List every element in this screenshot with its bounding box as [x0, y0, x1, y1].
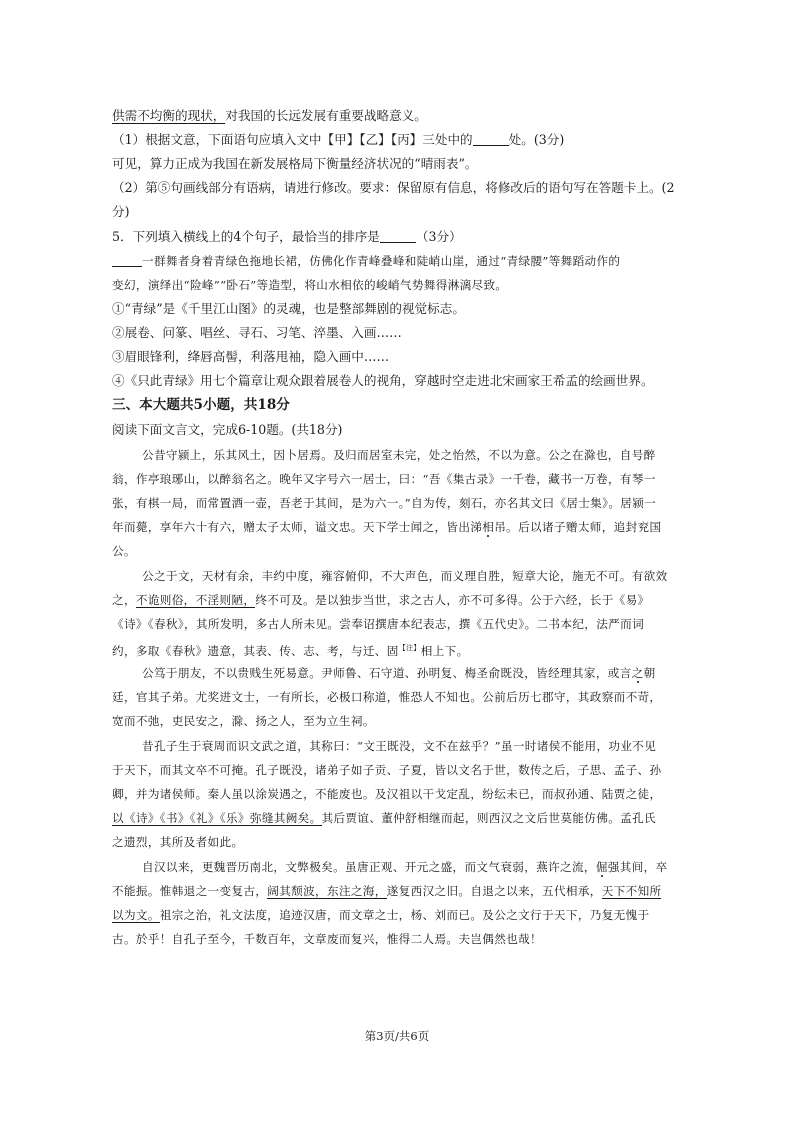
passage-line: 公。: [112, 544, 136, 558]
q4-sub2-cont: 分): [112, 204, 130, 219]
q4-quote: 可见，算力正成为我国在新发展格局下衡量经济状况的“晴雨表”。: [112, 156, 478, 171]
section-intro: 阅读下面文言文，完成6-10题。(共18分): [112, 422, 343, 437]
passage-line: 年而薨，享年六十有六，赠太子太师，谥文忠。天下学士闻之，皆出涕相吊。后以诸子赠太师，追封兖国: [112, 520, 662, 534]
passage-line: 张，有棋一局，而常置酒一壶，吾老于其间，是为六一。”自为传，刻石，亦名其文曰《居士集》。居颍一: [112, 496, 657, 510]
passage-line: 公之于文，天材有余，丰约中度，雍容俯仰，不大声色，而义理自胜，短章大论，施无不可。有欲效: [142, 569, 668, 583]
q4-sub2: （2）第⑤句画线部分有语病，请进行修改。要求：保留原有信息，将修改后的语句写在答题卡上。(2: [112, 180, 675, 195]
passage-line: 宽而不弛，吏民安之，滁、扬之人，至为立生祠。: [112, 714, 375, 728]
passage-line: 自汉以来，更魏晋历南北，文弊极矣。虽唐正观、开元之盛，而文气衰弱，燕许之流，倔强其间，卒: [142, 860, 668, 874]
underlined-text: 以《诗》《书》《礼》《乐》弥缝其阙矣。: [112, 811, 322, 825]
emphasis-dot-char: 之: [631, 666, 644, 680]
passage-line: 廷，官其子弟。尤奖进文士，一有所长，必极口称道，惟恐人不知也。公前后历七郡守，其政察而不苛，: [112, 690, 662, 704]
q5-option-3: ③眉眼锋利，绛唇高髻，利落甩袖，隐入画中……: [112, 349, 390, 364]
q4-sub1: （1）根据文意，下面语句应填入文中【甲】【乙】【丙】三处中的 处。(3分): [112, 132, 565, 147]
underlined-text: 供需不均衡的现状，: [112, 108, 226, 123]
q5-option-1: ①“青绿”是《千里江山图》的灵魂，也是整部舞剧的视觉标志。: [112, 301, 465, 316]
underlined-text: 不诡则俗，不淫则陋，: [135, 593, 256, 607]
answer-blank: [380, 230, 416, 243]
underlined-text: 天下不知所: [601, 884, 662, 898]
passage-line: 之，不诡则俗，不淫则陋，终不可及。是以独步当世，求之古人，亦不可多得。公于六经，长于《易》: [112, 593, 650, 607]
q5-passage-cont: 变幻，演绎出“险峰”“卧石”等造型，将山水相依的峻峭气势舞得淋漓尽致。: [112, 278, 508, 292]
q4-continuation: 供需不均衡的现状，对我国的长远发展有重要战略意义。: [112, 108, 427, 123]
passage-line: 于天下，而其文卒不可掩。孔子既没，诸弟子如子贡、子夏，皆以文名于世，数传之后，子思、孟子、孙: [112, 763, 662, 777]
passage-line: 古。於乎！自孔子至今，千数百年，文章废而复兴，惟得二人焉。夫岂偶然也哉！: [112, 932, 542, 946]
underlined-text: 阔其颓波，东注之海，: [267, 884, 387, 898]
emphasis-dot-char: 相: [482, 520, 495, 534]
passage-line: 翁，作亭琅琊山，以醉翁名之。晚年又字号六一居士，曰：“吾《集古录》一千卷，藏书一万卷，有琴一: [112, 472, 656, 486]
underlined-text: 以为文。: [112, 908, 160, 922]
q5-passage: 一群舞者身着青绿色拖地长裙，仿佛化作青峰叠峰和陡峭山崖，通过“青绿腰”等舞蹈动作的: [112, 253, 686, 269]
passage-line: 卿，并为诸侯师。秦人虽以涂炭遇之，不能废也。及汉祖以干戈定乱，纷纭未已，而叔孙通、陆贾之徒，: [112, 787, 662, 801]
passage-line: 约，多取《春秋》遗意，其表、传、志、考，与迁、固$^{【注】}$相上下。: [112, 644, 469, 658]
passage-line: 以为文。祖宗之治，礼文法度，追迹汉唐，而文章之士，杨、刘而已。及公之文行于天下，乃复无愧于: [112, 908, 650, 922]
answer-blank: [112, 254, 142, 267]
passage-line: 昔孔子生于衰周而识文武之道，其称曰：“文王既没，文不在兹乎？”虽一时诸侯不能用，功业不见: [142, 739, 657, 753]
passage-line: 公笃于朋友，不以贵贱生死易意。尹师鲁、石守道、孙明复、梅圣俞既没，皆经理其家，或言之朝: [142, 666, 656, 680]
q5-option-4: ④《只此青绿》用七个篇章让观众跟着展卷人的视角，穿越时空走进北宋画家王希孟的绘画世界。: [112, 373, 654, 388]
answer-blank: [473, 133, 509, 146]
passage-line: 以《诗》《书》《礼》《乐》弥缝其阙矣。其后贾谊、董仲舒相继而起，则西汉之文后世莫能仿佛。孟孔氏: [112, 811, 656, 825]
passage-line: 不能振。惟韩退之一变复古，阔其颓波，东注之海，遂复西汉之旧。自退之以来，五代相承，天下不知所: [112, 884, 662, 898]
annotation-mark: 【注】: [398, 644, 421, 652]
q5-stem: 5．下列填入横线上的4个句子，最恰当的排序是 （3分）: [112, 229, 462, 244]
passage-line: 《诗》《春秋》，其所发明，多古人所未见。尝奉诏撰唐本纪表志，撰《五代史》。二书本纪，法严而词: [112, 617, 645, 631]
q5-option-2: ②展卷、问篆、唱丝、寻石、习笔、淬墨、入画……: [112, 325, 402, 340]
passage-line: 之遗烈，其所及者如此。: [112, 835, 244, 849]
emphasis-dot-char: 倔: [595, 860, 608, 874]
section-heading: 三、本大题共5小题，共18分: [112, 397, 290, 413]
passage-line: 公昔守颍上，乐其风土，因卜居焉。及归而居室未完，处之怡然，不以为意。公之在滁也，自号醉: [142, 448, 656, 462]
page-number-footer: 第3页/共6页: [364, 1029, 430, 1043]
